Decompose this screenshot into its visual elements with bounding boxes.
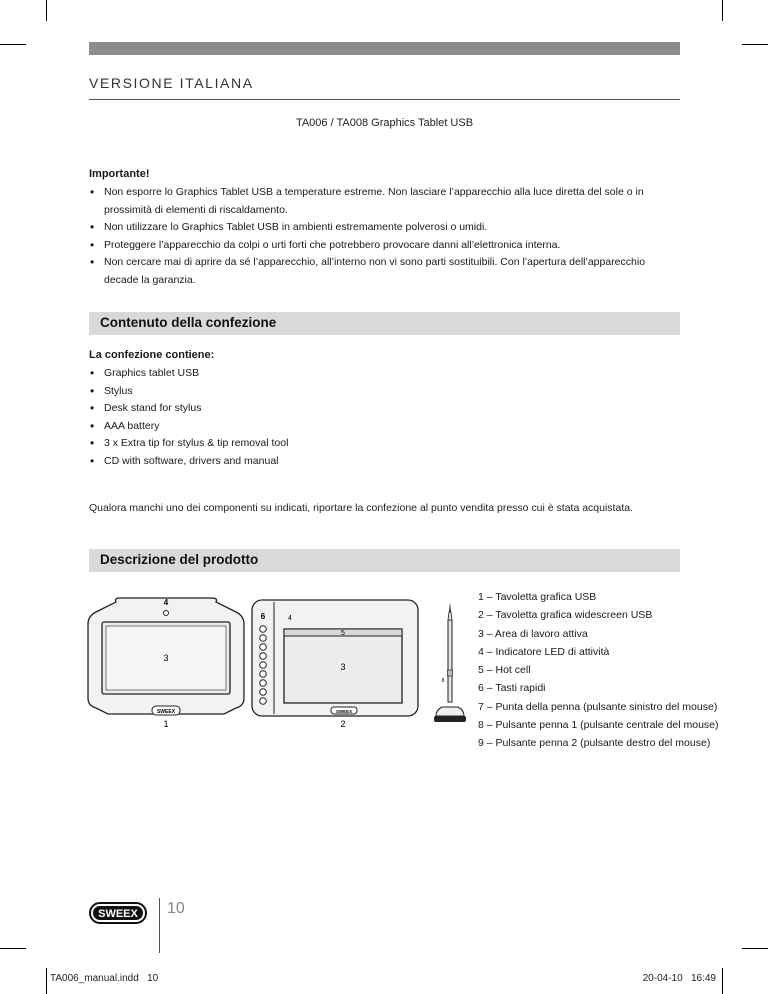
crop-mark [0, 44, 26, 45]
crop-mark [46, 968, 47, 994]
list-item: • Proteggere l’apparecchio da colpi o urti forti che potrebbero provocare danni all’elettronica interna. [89, 237, 674, 255]
legend-item: 6 – Tasti rapidi [478, 682, 546, 695]
document-title: TA006 / TA008 Graphics Tablet USB [295, 117, 474, 129]
label-led: 4 [288, 615, 292, 622]
file-info: TA006_manual.indd 10 [50, 973, 159, 984]
legend-item: 3 – Area di lavoro attiva [478, 627, 588, 640]
section-heading-label: Contenuto della confezione [100, 315, 277, 330]
label-tablet-1: 1 [163, 719, 169, 729]
product-illustration [86, 592, 466, 732]
crop-mark [46, 0, 47, 21]
page-number-rule [159, 898, 160, 953]
page-number: 10 [167, 900, 185, 917]
legend-item: 5 – Hot cell [478, 664, 531, 677]
stylus-with-stand [434, 602, 466, 722]
label-hotkeys: 6 [260, 612, 266, 621]
header-rule [89, 99, 680, 100]
label-hot-cell: 5 [341, 630, 345, 637]
legend-item: 7 – Punta della penna (pulsante sinistro del mouse) [478, 700, 718, 713]
legend-item: 2 – Tavoletta grafica widescreen USB [478, 609, 653, 622]
language-heading: VERSIONE ITALIANA [89, 75, 254, 91]
label-area: 3 [163, 653, 169, 663]
legend-item: 1 – Tavoletta grafica USB [478, 591, 597, 603]
list-item: • Desk stand for stylus [89, 400, 674, 418]
header-band [89, 42, 680, 55]
crop-mark [722, 0, 723, 21]
sweex-logo [89, 902, 147, 924]
list-item: • CD with software, drivers and manual [89, 453, 674, 471]
label-area: 3 [340, 662, 346, 672]
crop-mark [722, 968, 723, 994]
print-timestamp: 20-04-10 16:49 [642, 973, 716, 984]
section-heading-description [89, 549, 680, 572]
contents-list [89, 365, 674, 470]
hotkeys [260, 626, 267, 705]
important-title: Importante! [89, 168, 150, 180]
missing-items-note: Qualora manchi uno dei componenti su indicati, riportare la confezione al punto vendita presso cui è stata acquistata. [89, 502, 633, 514]
legend-item: 8 – Pulsante penna 1 (pulsante centrale del mouse) [478, 719, 719, 732]
logo-text: SWEEX [98, 908, 138, 920]
legend-item: 9 – Pulsante penna 2 (pulsante destro del mouse) [478, 737, 711, 750]
list-item: • Non utilizzare lo Graphics Tablet USB in ambienti estremamente polverosi o umidi. [89, 219, 674, 237]
section-heading-label: Descrizione del prodotto [100, 552, 259, 567]
list-item: • Non cercare mai di aprire da sé l’apparecchio, all’interno non vi sono parti sostituibili. Con l’apertura dell’apparecchio decade la garanzia. [89, 254, 674, 289]
label-tablet-2: 2 [340, 719, 346, 729]
list-item: • 3 x Extra tip for stylus & tip removal tool [89, 435, 674, 453]
logo-text: SWEEX [335, 709, 353, 714]
legend-item: 4 – Indicatore LED di attività [478, 645, 610, 658]
list-item: • Graphics tablet USB [89, 365, 674, 383]
list-item: • AAA battery [89, 418, 674, 436]
logo-text: SWEEX [156, 709, 176, 715]
label-pen-button: 8 [441, 678, 445, 684]
led-indicator [164, 611, 169, 616]
list-item: • Non esporre lo Graphics Tablet USB a temperature estreme. Non lasciare l’apparecchio alla luce diretta del sole o in prossimità di elementi di riscaldamento. [89, 184, 674, 219]
crop-mark [742, 44, 768, 45]
figure-legend [478, 588, 719, 753]
contents-subtitle: La confezione contiene: [89, 349, 215, 361]
tablet-widescreen [252, 600, 418, 716]
crop-mark [0, 948, 26, 949]
important-list [89, 184, 674, 289]
crop-mark [742, 948, 768, 949]
list-item: • Stylus [89, 383, 674, 401]
section-heading-contents [89, 312, 680, 335]
label-led: 4 [163, 598, 169, 607]
